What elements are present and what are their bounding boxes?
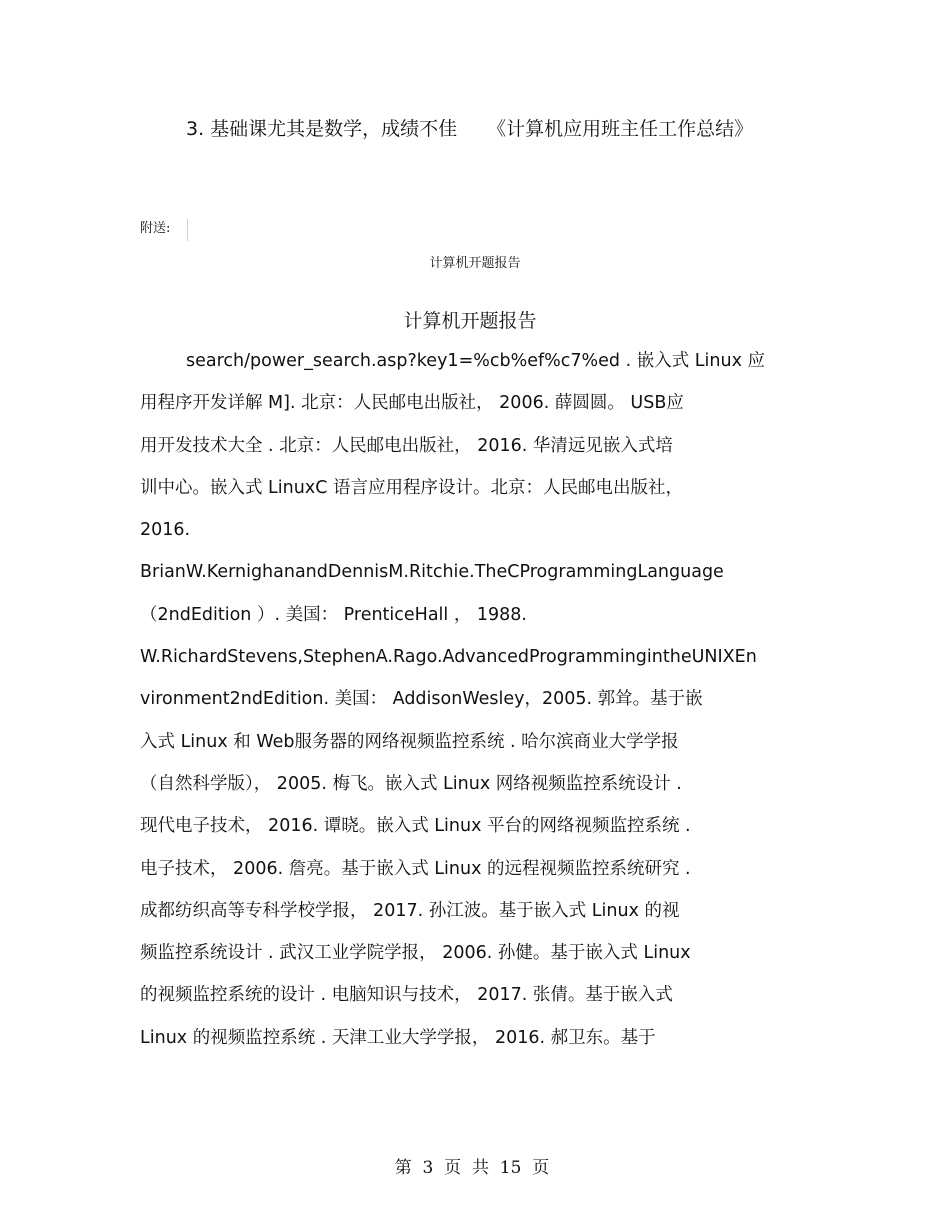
- body-line: 用开发技术大全 . 北京：人民邮电出版社， 2016. 华清远见嵌入式培: [140, 435, 673, 456]
- body-line: 用程序开发详解 M]. 北京：人民邮电出版社， 2006. 薛圆圆。 USB应: [140, 393, 684, 414]
- page-number-footer: 第 3 页 共 15 页: [394, 1158, 550, 1178]
- body-line: vironment2ndEdition. 美国： AddisonWesley，2005. 郭耸。基于嵌: [140, 689, 703, 710]
- body-line: BrianW.KernighanandDennisM.Ritchie.TheCProgrammingLanguage: [140, 562, 724, 583]
- body-line: Linux 的视频监控系统 . 天津工业大学学报， 2016. 郝卫东。基于: [140, 1027, 656, 1048]
- small-title: 计算机开题报告: [429, 256, 521, 271]
- attachment-divider: [187, 219, 188, 241]
- body-line: 的视频监控系统的设计 . 电脑知识与技术， 2017. 张倩。基于嵌入式: [140, 985, 673, 1006]
- body-line: （自然科学版）， 2005. 梅飞。嵌入式 Linux 网络视频监控系统设计 .: [140, 773, 682, 794]
- body-line: 训中心。嵌入式 LinuxC 语言应用程序设计。北京：人民邮电出版社，: [140, 477, 683, 498]
- body-line: 2016.: [140, 520, 191, 541]
- body-line: （2ndEdition ）. 美国： PrenticeHall ， 1988.: [140, 604, 527, 625]
- body-line: 现代电子技术， 2016. 谭晓。嵌入式 Linux 平台的网络视频监控系统 .: [140, 816, 691, 837]
- body-line: W.RichardStevens,StephenA.Rago.AdvancedProgrammingintheUNIXEn: [140, 647, 757, 668]
- heading-item: 3. 基础课尤其是数学，成绩不佳: [186, 118, 458, 140]
- body-text: [140, 345, 820, 1064]
- main-title: 计算机开题报告: [403, 310, 537, 332]
- body-line: search/power_search.asp?key1=%cb%ef%c7%ed . 嵌入式 Linux 应: [186, 351, 765, 371]
- attachment-label: 附送:: [140, 221, 171, 236]
- heading-doc-title: 《计算机应用班主任工作总结》: [487, 118, 754, 140]
- body-line: 电子技术， 2006. 詹亮。基于嵌入式 Linux 的远程视频监控系统研究 .: [140, 858, 691, 879]
- body-line: 频监控系统设计 . 武汉工业学院学报， 2006. 孙健。基于嵌入式 Linux: [140, 943, 691, 964]
- heading-line: [186, 116, 753, 142]
- body-line: 成都纺织高等专科学校学报， 2017. 孙江波。基于嵌入式 Linux 的视: [140, 900, 680, 921]
- body-line: 入式 Linux 和 Web服务器的网络视频监控系统 . 哈尔滨商业大学学报: [140, 731, 679, 752]
